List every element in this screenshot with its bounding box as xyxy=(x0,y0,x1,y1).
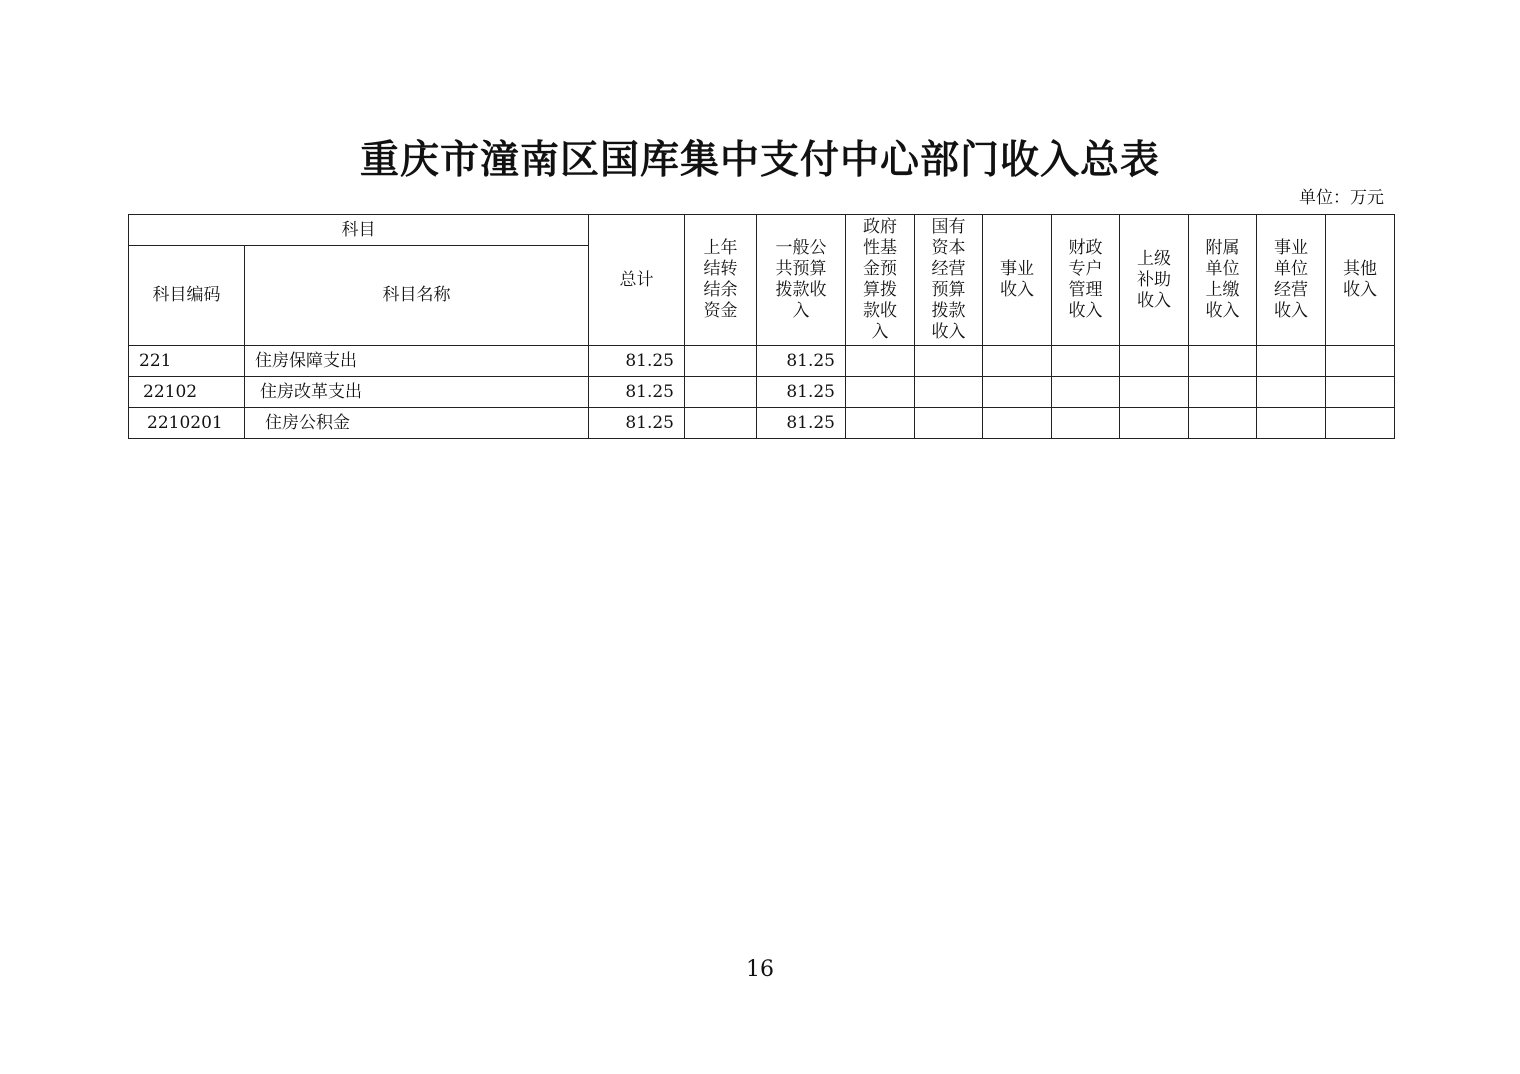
row-carryover xyxy=(685,408,757,439)
superior-subsidy-header: 上级 补助 收入 xyxy=(1120,215,1189,346)
affiliated-remit-header: 附属 单位 上缴 收入 xyxy=(1189,215,1257,346)
fiscal-special-header: 财政 专户 管理 收入 xyxy=(1052,215,1120,346)
other-income-header: 其他 收入 xyxy=(1326,215,1395,346)
row-code: 22102 xyxy=(129,377,245,408)
row-total: 81.25 xyxy=(589,377,685,408)
general-budget-header: 一般公 共预算 拨款收 入 xyxy=(757,215,846,346)
row-general: 81.25 xyxy=(757,408,846,439)
page-number: 16 xyxy=(746,957,774,982)
row-total: 81.25 xyxy=(589,408,685,439)
row-code: 2210201 xyxy=(129,408,245,439)
business-operation-header: 事业 单位 经营 收入 xyxy=(1257,215,1326,346)
row-name: 住房改革支出 xyxy=(245,377,589,408)
total-header: 总计 xyxy=(589,215,685,346)
row-total: 81.25 xyxy=(589,346,685,377)
income-summary-table xyxy=(128,214,1395,439)
business-income-header: 事业 收入 xyxy=(983,215,1052,346)
row-general: 81.25 xyxy=(757,346,846,377)
table-row xyxy=(129,346,1395,377)
row-general: 81.25 xyxy=(757,377,846,408)
row-carryover xyxy=(685,377,757,408)
subject-header: 科目 xyxy=(129,215,589,246)
state-capital-header: 国有 资本 经营 预算 拨款 收入 xyxy=(915,215,983,346)
subject-code-header: 科目编码 xyxy=(129,246,245,346)
row-carryover xyxy=(685,346,757,377)
table-row xyxy=(129,408,1395,439)
page-title: 重庆市潼南区国库集中支付中心部门收入总表 xyxy=(359,137,1160,183)
subject-name-header: 科目名称 xyxy=(245,246,589,346)
row-name: 住房公积金 xyxy=(245,408,589,439)
row-name: 住房保障支出 xyxy=(245,346,589,377)
unit-label: 单位：万元 xyxy=(1299,188,1384,208)
gov-fund-header: 政府 性基 金预 算拨 款收 入 xyxy=(846,215,915,346)
table-row xyxy=(129,377,1395,408)
carryover-header: 上年 结转 结余 资金 xyxy=(685,215,757,346)
row-code: 221 xyxy=(129,346,245,377)
